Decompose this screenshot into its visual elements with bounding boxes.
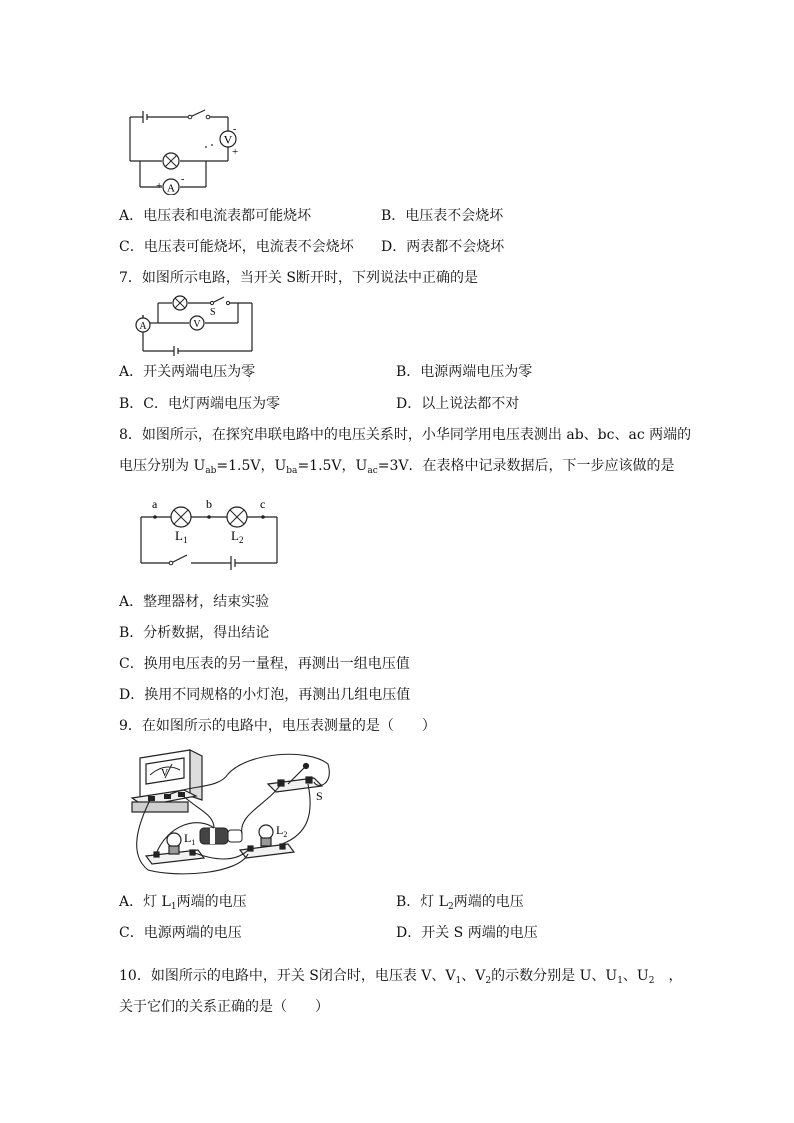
q7-option-a: A．开关两端电压为零 — [119, 364, 256, 380]
q9-option-d: D．开关 S 两端的电压 — [396, 925, 538, 941]
q6-circuit-figure — [120, 105, 240, 195]
q8-point-a: a — [152, 497, 158, 511]
q6-ammeter-label: A — [167, 182, 175, 195]
q7-option-b: B．电源两端电压为零 — [396, 364, 533, 380]
q8-point-c: c — [260, 497, 266, 511]
q8-lamp-l2-label: $L_2$ — [231, 528, 244, 545]
q8-stem-line1: 8．如图所示，在探究串联电路中的电压关系时，小华同学用电压表测出 ab、bc、ac 两端的 — [119, 427, 692, 443]
q9-switch — [268, 764, 322, 793]
q6-ammeter-minus: - — [181, 174, 185, 185]
q10-stem-line2: 关于它们的关系正确的是（ ） — [119, 999, 329, 1015]
q7-stem: 7．如图所示电路，当开关 S断开时，下列说法中正确的是 — [119, 270, 478, 286]
q9-stem: 9．在如图所示的电路中，电压表测量的是（ ） — [119, 718, 436, 734]
q7-circuit-figure — [128, 293, 258, 358]
q10-stem-line1: 10．如图所示的电路中，开关 S闭合时，电压表 V、$V_1$、$V_2$的示数分别是 U、$U_1$、$U_2$ ， — [119, 968, 683, 986]
q9-voltmeter-label: V — [161, 768, 169, 779]
q8-option-c: C．换用电压表的另一量程，再测出一组电压值 — [119, 656, 410, 672]
q7-option-d: D．以上说法都不对 — [396, 396, 520, 412]
q7-voltmeter-label: V — [193, 319, 201, 330]
q6-option-a: A．电压表和电流表都可能烧坏 — [119, 208, 312, 224]
q7-ammeter-label: A — [139, 321, 147, 332]
q8-option-b: B．分析数据，得出结论 — [119, 625, 270, 641]
q6-option-b: B．电压表不会烧坏 — [381, 208, 504, 224]
q7-switch-label: S — [210, 307, 216, 318]
q9-battery — [200, 828, 242, 844]
q8-lamp-l1-label: $L_1$ — [175, 528, 188, 545]
q6-ammeter-plus: + — [156, 180, 163, 192]
q8-option-a: A．整理器材，结束实验 — [119, 594, 270, 610]
q6-option-d: D．两表都不会烧坏 — [381, 239, 505, 255]
q9-option-a: A．灯 $L_1$两端的电压 — [119, 894, 247, 912]
q7-option-c: B．C．电灯两端电压为零 — [119, 396, 280, 412]
q8-point-b: b — [206, 497, 212, 511]
q8-lamp-l2-symbol — [227, 507, 247, 527]
q8-lamp-l1-symbol — [171, 507, 191, 527]
q6-plus-label: + — [232, 146, 239, 158]
q8-circuit-figure — [135, 495, 285, 575]
q9-lamp-l2-label: $L_2$ — [276, 823, 288, 839]
q6-lamp-symbol — [163, 153, 179, 169]
q6-option-c: C．电压表可能烧坏，电流表不会烧坏 — [119, 239, 354, 255]
q7-lamp-symbol — [173, 296, 187, 310]
q9-option-b: B．灯 $L_2$两端的电压 — [396, 894, 524, 912]
q9-switch-label: S — [316, 789, 323, 803]
q9-option-c: C．电源两端的电压 — [119, 925, 242, 941]
q9-apparatus-figure — [118, 744, 338, 879]
q8-option-d: D．换用不同规格的小灯泡，再测出几组电压值 — [119, 687, 411, 703]
q6-voltmeter-label: V — [223, 132, 233, 147]
q6-minus-label: - — [233, 124, 237, 135]
q8-stem-line2: 电压分别为 $U_{ab}=1.5V$，$U_{ba}=1.5V$，$U_{ac}=3V$．在表格中记录数据后，下一步应该做的是 — [119, 458, 675, 476]
q9-lamp-l1-label: $L_1$ — [184, 831, 196, 847]
